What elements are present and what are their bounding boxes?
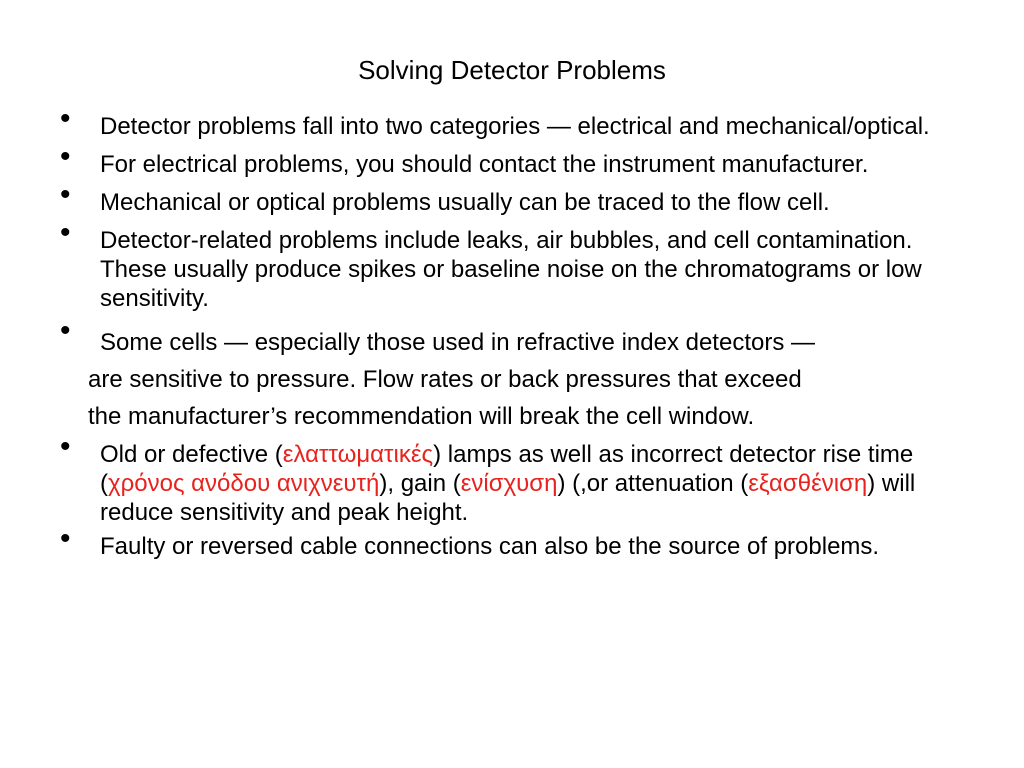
bullet-text: ) will reduce sensitivity and peak height. [100, 470, 916, 526]
bullet-item [56, 178, 976, 217]
bullet-text-line: Some cells — especially those used in refractive index detectors — [100, 329, 815, 356]
bullet-item [56, 140, 976, 179]
bullet-text: Old or defective ( [100, 441, 283, 468]
greek-translation: ελαττωματικές [282, 441, 434, 468]
bullet-text: Faulty or reversed cable connections can also be the source of problems. [100, 533, 880, 560]
bullet-marker: • [60, 178, 71, 211]
bullet-marker: • [60, 216, 71, 249]
bullet-list [56, 102, 976, 561]
bullet-text: ) (,or attenuation ( [557, 470, 749, 497]
bullet-item [56, 430, 976, 527]
bullet-text: ), gain ( [379, 470, 461, 497]
bullet-text: Detector problems fall into two categories — electrical and mechanical/optical. [100, 113, 930, 140]
greek-translation: εξασθένιση [748, 470, 868, 497]
slide-title: Solving Detector Problems [358, 55, 666, 85]
bullet-item [56, 102, 976, 141]
bullet-item [56, 314, 976, 435]
bullet-item [56, 216, 976, 313]
bullet-item [56, 522, 976, 561]
bullet-marker: • [60, 140, 71, 173]
greek-translation: ενίσχυση [460, 470, 558, 497]
bullet-text: Detector-related problems include leaks, air bubbles, and cell contamination. These usually produce spikes or baseline noise on the chromatograms or low sensitivity. [100, 227, 922, 312]
bullet-text-line: the manufacturer’s recommendation will break the cell window. [88, 403, 755, 430]
bullet-marker: • [60, 102, 71, 135]
bullet-text-line: are sensitive to pressure. Flow rates or back pressures that exceed [88, 366, 802, 393]
bullet-text: Mechanical or optical problems usually can be traced to the flow cell. [100, 189, 830, 216]
greek-translation: χρόνος ανόδου ανιχνευτή [108, 470, 380, 497]
bullet-text: ) lamps as well as incorrect detector rise time ( [100, 441, 914, 497]
bullet-marker: • [60, 314, 71, 347]
bullet-marker: • [60, 522, 71, 555]
bullet-text: For electrical problems, you should contact the instrument manufacturer. [100, 151, 869, 178]
bullet-marker: • [60, 430, 71, 463]
